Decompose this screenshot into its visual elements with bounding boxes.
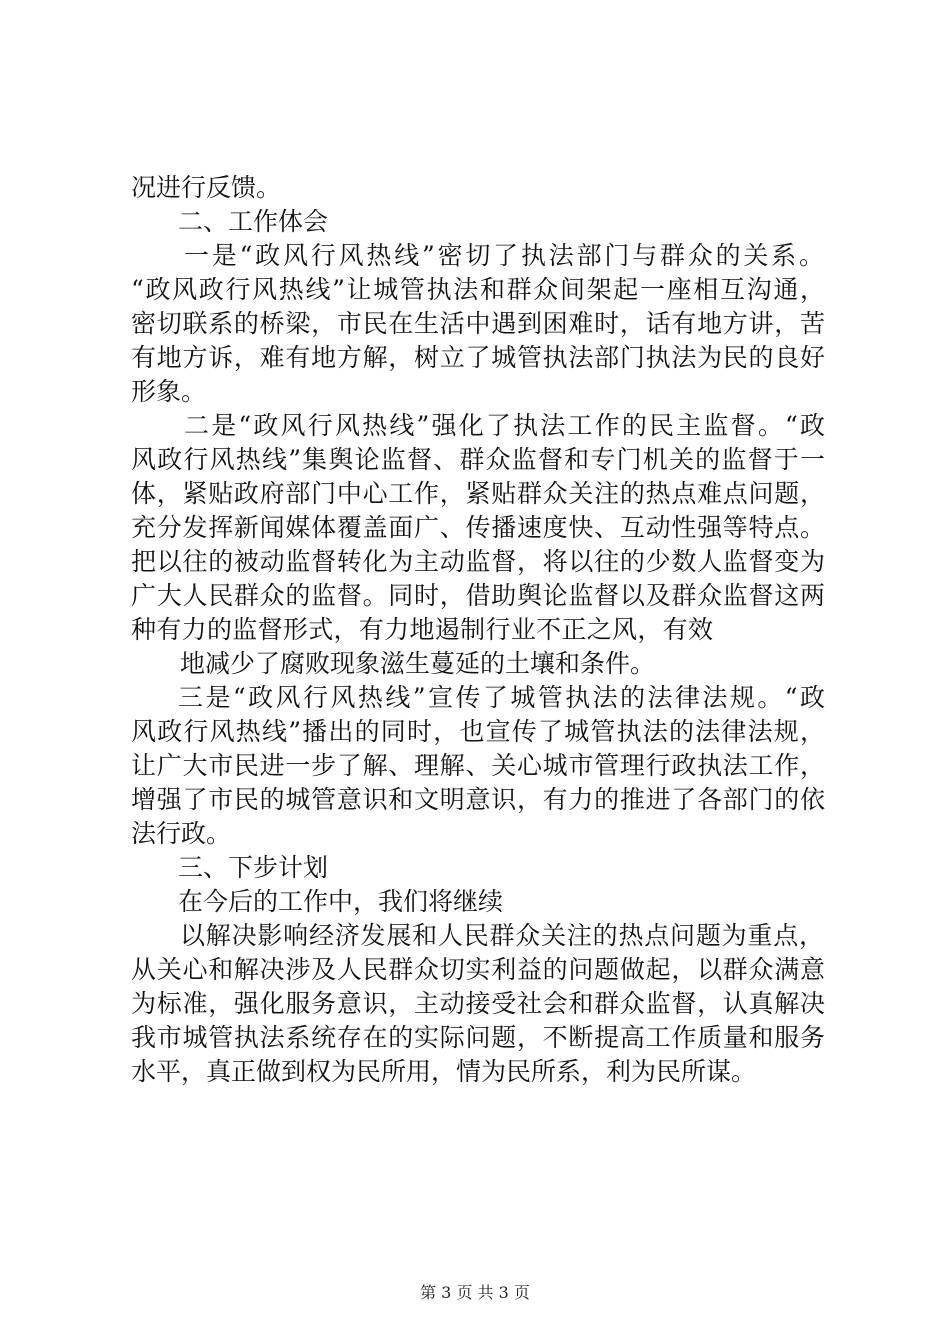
text-line: 广大人民群众的监督。同时，借助舆论监督以及群众监督这两	[131, 581, 825, 610]
text-line: 从关心和解决涉及人民群众切实利益的问题做起，以群众满意	[131, 955, 825, 984]
text-line: 增强了市民的城管意识和文明意识，有力的推进了各部门的依	[131, 785, 825, 814]
text-line: 为标准，强化服务意识，主动接受社会和群众监督，认真解决	[131, 989, 825, 1018]
text-line: 况进行反馈。	[131, 173, 282, 202]
text-line: 体，紧贴政府部门中心工作，紧贴群众关注的热点难点问题，	[131, 479, 825, 508]
text-line: 种有力的监督形式，有力地遏制行业不正之风，有效	[131, 615, 713, 644]
text-line: 我市城管执法系统存在的实际问题，不断提高工作质量和服务	[131, 1023, 825, 1052]
text-line: 在今后的工作中，我们将继续	[178, 887, 504, 916]
section-heading: 三、下步计划	[178, 853, 329, 882]
text-line: 一是“政风行风热线”密切了执法部门与群众的关系。	[184, 241, 824, 270]
text-line: 有地方诉，难有地方解，树立了城管执法部门执法为民的良好	[131, 343, 825, 372]
text-line: 地减少了腐败现象滋生蔓延的土壤和条件。	[180, 649, 656, 678]
page-number-footer: 第 3 页 共 3 页	[420, 1283, 530, 1302]
text-line: 法行政。	[131, 819, 232, 848]
text-line: 二是“政风行风热线”强化了执法工作的民主监督。“政	[184, 411, 825, 440]
text-line: 密切联系的桥梁，市民在生活中遇到困难时，话有地方讲，苦	[131, 309, 825, 338]
text-line: 以解决影响经济发展和人民群众关注的热点问题为重点，	[180, 921, 824, 950]
text-line: 三是“政风行风热线”宣传了城管执法的法律法规。“政	[178, 683, 825, 712]
text-line: 形象。	[131, 377, 207, 406]
text-line: 风政行风热线”集舆论监督、群众监督和专门机关的监督于一	[131, 445, 825, 474]
text-line: 充分发挥新闻媒体覆盖面广、传播速度快、互动性强等特点。	[131, 513, 825, 542]
text-line: 水平，真正做到权为民所用，情为民所系，利为民所谋。	[131, 1057, 757, 1086]
text-line: 把以往的被动监督转化为主动监督，将以往的少数人监督变为	[131, 547, 825, 576]
text-line: 风政行风热线”播出的同时，也宣传了城管执法的法律法规，	[131, 717, 825, 746]
text-line: 让广大市民进一步了解、理解、关心城市管理行政执法工作，	[131, 751, 825, 780]
text-line: “政风政行风热线”让城管执法和群众间架起一座相互沟通，	[131, 275, 825, 304]
section-heading: 二、工作体会	[178, 207, 329, 236]
